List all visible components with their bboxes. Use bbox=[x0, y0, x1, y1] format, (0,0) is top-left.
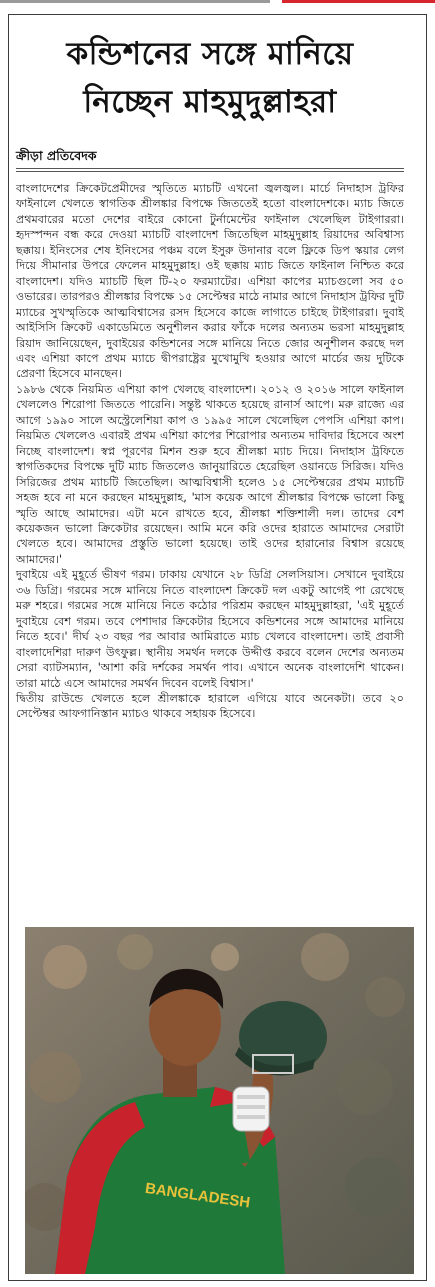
byline-divider bbox=[16, 168, 404, 169]
headline-line-1: কন্ডিশনের সঙ্গে মানিয়ে bbox=[66, 36, 354, 72]
player-photo bbox=[25, 927, 414, 1274]
paragraph-4: দ্বিতীয় রাউন্ডে খেলতে হলে শ্রীলঙ্কাকে হারালে এগিয়ে যাবে অনেকটা। তবে ২০ সেপ্টেম্বর আফগানিস্তান ম্যাচও থাকবে সহায়ক হিসেবে। bbox=[16, 691, 404, 721]
article-body bbox=[16, 181, 404, 722]
top-rule-red bbox=[282, 0, 435, 3]
headline-line-2: নিচ্ছেন মাহমুদুল্লাহরা bbox=[83, 84, 337, 120]
paragraph-1: বাংলাদেশের ক্রিকেটপ্রেমীদের স্মৃতিতে ম্যাচটি এখনো জ্বলজ্বল। মার্চে নিদাহাস ট্রফির ফাইনালে খেলতে স্বাগতিক শ্রীলঙ্কার বিপক্ষে জিততেই হতো বাংলাদেশকে। ম্যাচ জিতে প্রথমবারের মতো দেশের বাইরে কোনো টুর্নামেন্টের ফাইনাল খেলেছিল টাইগাররা। হৃদস্পন্দন বন্ধ করে দেওয়া ম্যাচটি বাংলাদেশ জিতেছিল মাহমুদুল্লাহ রিয়াদের অবিশ্বাস্য ছক্কায়। ইনিংসের শেষ ইনিংসের পঞ্চম বলে ইসুরু উদানার বলে ফ্লিকে ডিপ স্কয়ার লেগ দিয়ে সীমানার উপরে ফেলেন মাহমুদুল্লাহ। ওই ছক্কায় ম্যাচ জিতে ফাইনাল নিশ্চিত করে বাংলাদেশ। যদিও ম্যাচটি ছিল টি-২০ ফরম্যাটের। এশিয়া কাপের ম্যাচগুলো সব ৫০ ওভারের। তারপরও শ্রীলঙ্কার বিপক্ষে ১৫ সেপ্টেম্বর মাঠে নামার আগে নিদাহাস ট্রফির দুটি ম্যাচের সুখস্মৃতিকে আত্মবিশ্বাসের রসদ হিসেবে কাজে লাগাতে চাইছে টাইগাররা। দুবাই আইসিসি ক্রিকেট একাডেমিতে অনুশীলন করার ফাঁকে দলের অন্যতম ভরসা মাহমুদুল্লাহ রিয়াদ জানিয়েছেন, দুবাইয়ের কন্ডিশনের সঙ্গে মানিয়ে নিতে জোর অনুশীলন করছে দল এবং এশিয়া কাপে প্রথম ম্যাচে দ্বীপরাষ্ট্রের মুখোমুখি হওয়ার আগে মার্চের জয় দুটিকে প্রেরণা হিসেবে মানছেন। bbox=[16, 182, 404, 381]
paragraph-3: দুবাইয়ে এই মুহূর্তে ভীষণ গরম। ঢাকায় যেখানে ২৮ ডিগ্রি সেলসিয়াস। সেখানে দুবাইয়ে ৩৬ ডিগ্রি। গরমের সঙ্গে মানিয়ে নিতে বাংলাদেশ ক্রিকেট দল একটু আগেই পা রেখেছে মরু শহরে। গরমের সঙ্গে মানিয়ে নিতে কঠোর পরিশ্রম করছেন মাহমুদুল্লাহরা, 'এই মুহূর্তে দুবাইয়ে বেশ গরম। তবে পেশাদার ক্রিকেটার হিসেবে কন্ডিশনের সঙ্গে আমাদের মানিয়ে নিতে হবে।' দীর্ঘ ২৩ বছর পর আবার আমিরাতে ম্যাচ খেলবে বাংলাদেশ। তাই প্রবাসী বাংলাদেশিরা দারুণ উৎফুল্ল। স্থানীয় সমর্থন দলকে উদ্দীপ্ত করবে বলেন দেশের অন্যতম সেরা ব্যাটসম্যান, 'আশা করি দর্শকের সমর্থন পাব। এখানে অনেক বাংলাদেশি থাকেন। তারা মাঠে এসে আমাদের সমর্থন দিবেন বলেই বিশ্বাস।' bbox=[16, 568, 404, 690]
byline-divider-secondary bbox=[16, 171, 404, 172]
paragraph-2: ১৯৮৬ থেকে নিয়মিত এশিয়া কাপ খেলছে বাংলাদেশ। ২০১২ ও ২০১৬ সালে ফাইনাল খেললেও শিরোপা জিততে পারেনি। সন্তুষ্ট থাকতে হয়েছে রানার্স আপে। মরু রাজ্যে এর আগে ১৯৯০ সালে অস্ট্রেলেশিয়া কাপ ও ১৯৯৫ সালে খেলেছিল পেপসি এশিয়া কাপ। নিয়মিত খেললেও এবারই প্রথম এশিয়া কাপের শিরোপার অন্যতম দাবিদার হিসেবে অংশ নিচ্ছে বাংলাদেশ। স্বপ্ন পূরণের মিশন শুরু হবে শ্রীলঙ্কা ম্যাচ দিয়ে। নিদাহাস ট্রফিতে স্বাগতিকদের বিপক্ষে দুটি ম্যাচ জিতলেও জানুয়ারিতে হেরেছিল ওয়ানডে সিরিজ। যদিও সিরিজের প্রথম ম্যাচটি জিতেছিল। আত্মবিশ্বাসী হলেও ১৫ সেপ্টেম্বরের প্রথম ম্যাচটি সহজ হবে না মনে করছেন মাহমুদুল্লাহ, 'মাস কয়েক আগে শ্রীলঙ্কার বিপক্ষে ভালো কিছু স্মৃতি আছে আমাদের। এটা মনে রাখতে হবে, শ্রীলঙ্কা শক্তিশালী দল। তাদের বেশ কয়েকজন ভালো ক্রিকেটার রয়েছেন। আমি মনে করি ওদের হারাতে আমাদের সেরাটা খেলতে হবে। আমাদের প্রস্তুতি ভালো হয়েছে। তাই ওদের হারানোর বিশ্বাস রয়েছে আমাদের।' bbox=[16, 382, 404, 566]
top-rule-gray bbox=[0, 0, 270, 3]
jersey-text: BANGLADESH bbox=[144, 1179, 252, 1212]
byline: ক্রীড়া প্রতিবেদক bbox=[16, 148, 97, 163]
headline bbox=[10, 30, 410, 126]
